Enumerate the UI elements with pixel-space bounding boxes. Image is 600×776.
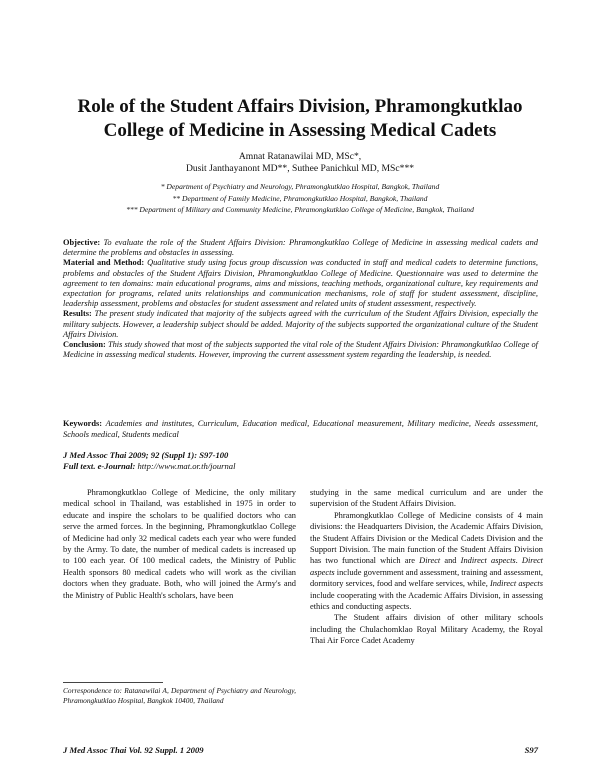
- keywords: [63, 418, 538, 440]
- affiliations: [40, 181, 560, 216]
- author-line-2: Dusit Janthayanont MD**, Suthee Panichkul MD, MSc***: [185, 163, 415, 174]
- conclusion-label: Conclusion:: [63, 340, 106, 350]
- abstract: [63, 238, 538, 360]
- title-line-1: Role of the Student Affairs Division, Phramongkutklao: [77, 96, 523, 117]
- methods-text: Qualitative study using focus group discussion was conducted in staff and medical cadets to determine functions, problems and obstacles of the Student Affairs Division, Phramongkutklao College of Medicine. Questionnaire was used to determine the agreement to ten domains: main educational programs, aims and missions, teaching methods, organizational culture, key requirements and expectation for programs, related units relationships and communication mechanisms, role of staff for student assessment, discipline, leadership assessment, problems and obstacles for student assessment and related units of student assessment, respectively.: [63, 258, 538, 309]
- body-emphasis: Indirect aspects: [460, 556, 516, 566]
- affiliation-1: * Department of Psychiatry and Neurology, Phramongkutklao Hospital, Bangkok, Thailand: [160, 182, 440, 191]
- objective-text: To evaluate the role of the Student Affairs Division: Phramongkutklao College of Medicine in assessing medical cadets and determine the problems and obstacles in assessing.: [63, 238, 538, 258]
- results-label: Results:: [63, 309, 92, 319]
- body-paragraph: The Student affairs division of other military schools including the Chulachomklao Royal Military Academy, the Royal Thai Air Force Cadet Academy: [310, 613, 543, 646]
- body-emphasis: Indirect aspects: [489, 579, 543, 589]
- fulltext-line: [63, 461, 538, 472]
- keywords-text: Academies and institutes, Curriculum, Education medical, Educational measurement, Military medicine, Needs assessment, Schools medical, Students medical: [63, 419, 538, 439]
- footnote-divider: [63, 682, 163, 683]
- body-text: and: [440, 556, 461, 566]
- body-text: include cooperating with the Academic Affairs Division, in assessing ethics and conducting aspects.: [310, 590, 543, 612]
- body-paragraph: Phramongkutklao College of Medicine, the only military medical school in Thailand, was established in 1975 in order to educate and inspire the scholars to be qualified doctors who can serve the armed forces. In the beginning, Phramongkutklao College of Medicine had only 32 medical cadets each year who were funded by the Army. To date, the number of medical cadets is increased up to 100 each year. Of 100 medical cadets, the Ministry of Public Health sponsors 80 medical cadets who will work as the civilian doctors when they graduate. Both, who will joined the Army's and the Ministry of Public Health's scholars, have been: [63, 488, 296, 600]
- correspondence-note: Correspondence to: Ratanawilai A, Department of Psychiatry and Neurology, Phramongkutklao Hospital, Bangkok 10400, Thailand: [63, 686, 296, 706]
- keywords-label: Keywords:: [63, 419, 103, 428]
- body-column-right: [310, 487, 543, 647]
- footer-journal: J Med Assoc Thai Vol. 92 Suppl. 1 2009: [63, 745, 204, 755]
- abstract-results: [63, 309, 538, 340]
- journal-citation: J Med Assoc Thai 2009; 92 (Suppl 1): S97-100: [63, 450, 229, 460]
- body-text: Phramongkutklao College of Medicine consists of 4 main divisions: the Headquarters Division, the Academic Affairs Division, the Student Affairs Division or the Medical Cadets Division and the Support Division. The main function of the Student Affairs Division has two functional which are: [310, 510, 543, 566]
- body-emphasis: Direct: [419, 556, 441, 566]
- affiliation-2: ** Department of Family Medicine, Phramongkutklao Hospital, Bangkok, Thailand: [172, 193, 428, 203]
- body-paragraph: studying in the same medical curriculum and are under the supervision of the Student Affairs Division.: [310, 488, 543, 509]
- body-paragraph: [310, 510, 543, 613]
- body-text: include government and assessment, training and assessment, dormitory services, food and welfare services, while,: [310, 567, 543, 589]
- abstract-objective: [63, 238, 538, 258]
- title-line-2: College of Medicine in Assessing Medical Cadets: [103, 120, 497, 141]
- author-line-1: Amnat Ratanawilai MD, MSc*,: [238, 151, 362, 162]
- abstract-conclusion: [63, 340, 538, 360]
- abstract-methods: [63, 258, 538, 309]
- fulltext-label: Full text. e-Journal:: [63, 461, 136, 471]
- page-number: S97: [524, 745, 538, 755]
- conclusion-text: This study showed that most of the subjects supported the vital role of the Student Affairs Division: Phramongkutklao College of Medicine in assessing medical students. However, improving the current assessment system regarding the leadership, is needed.: [63, 340, 538, 360]
- author-list: [100, 151, 500, 175]
- article-title: [60, 95, 540, 143]
- affiliation-3: *** Department of Military and Community Medicine, Phramongkutklao College of Medicine, Bangkok, Thailand: [126, 205, 474, 214]
- objective-label: Objective:: [63, 238, 101, 247]
- body-column-left: [63, 487, 296, 601]
- fulltext-link[interactable]: http://www.mat.or.th/journal: [135, 461, 236, 471]
- body-text: .: [515, 556, 522, 566]
- methods-label: Material and Method:: [63, 258, 145, 268]
- citation: [63, 450, 538, 472]
- body-emphasis: Direct aspects: [310, 556, 544, 577]
- results-text: The present study indicated that majority of the subjects agreed with the curriculum of the Student Affairs Division, especially the military subjects. However, a leadership subject should be added. Majority of the subjects supported the organizational culture of the Student Affairs Division.: [63, 309, 538, 339]
